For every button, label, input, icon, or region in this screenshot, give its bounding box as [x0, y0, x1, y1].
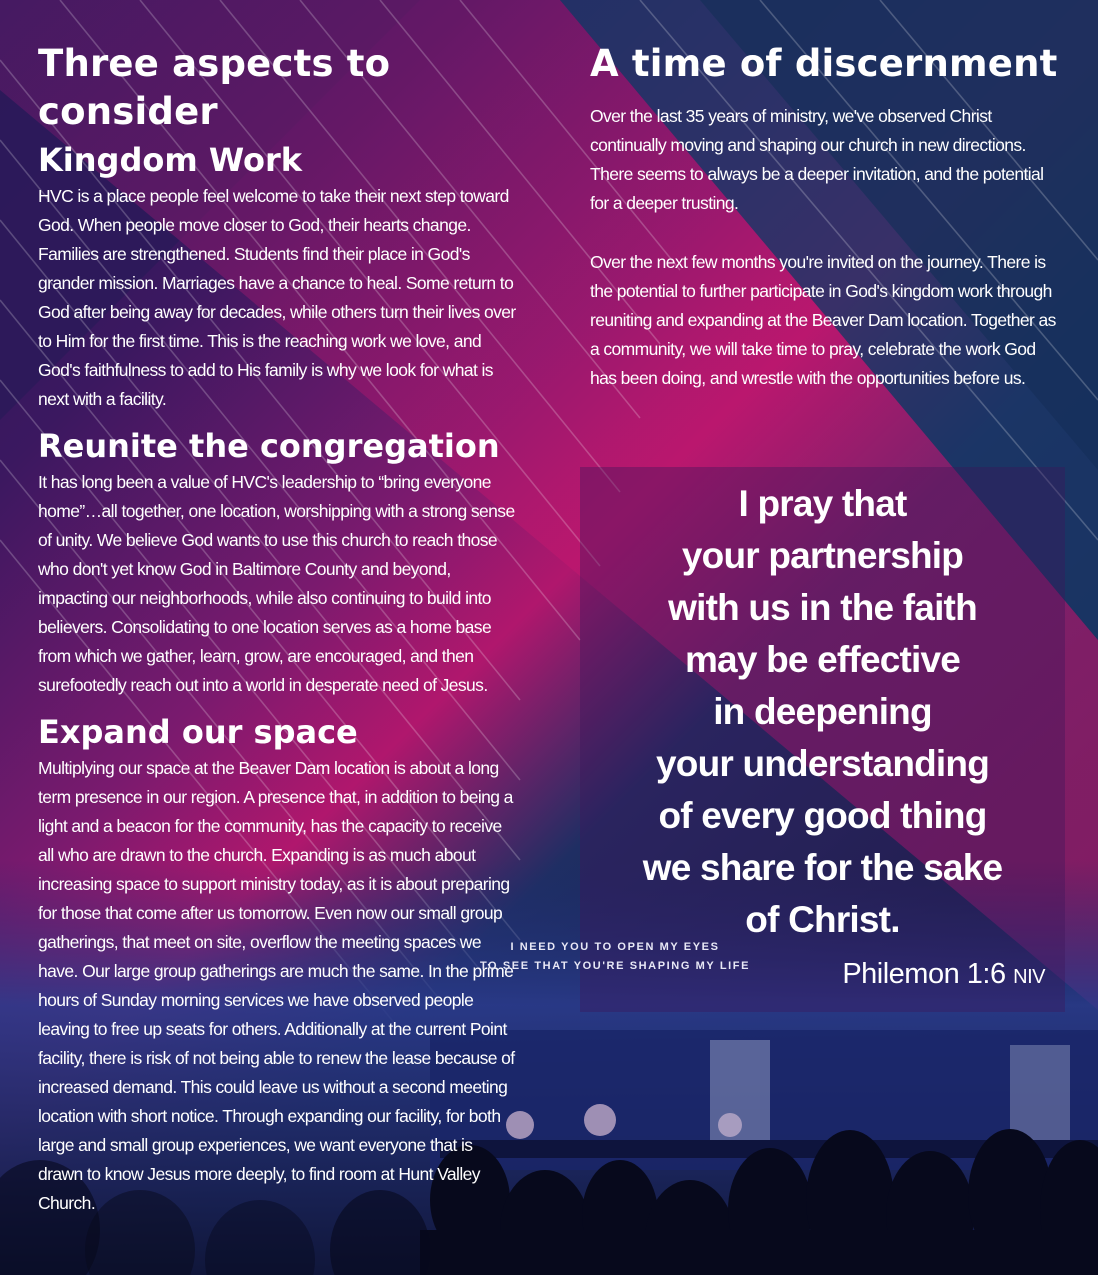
quote-line: with us in the faith	[668, 587, 977, 628]
quote-line: we share for the sake	[642, 847, 1003, 888]
section-heading-kingdom-work: Kingdom Work	[38, 141, 303, 179]
section-heading-expand: Expand our space	[38, 713, 358, 751]
stage-screen-caption	[470, 938, 760, 976]
quote-line: of Christ.	[745, 899, 900, 940]
citation-version: NIV	[1013, 966, 1045, 988]
caption-line-1: I NEED YOU TO OPEN MY EYES	[510, 941, 720, 953]
discernment-paragraph-2: Over the next few months you're invited on the journey. There is the potential to further participate in God's kingdom work through reuniting and expanding at the Beaver Dam location. Together as a community, we will take time to pray, celebrate the work God has been doing, and wrestle with the opportunities before us.	[590, 252, 1056, 388]
quote-line: of every good thing	[658, 795, 987, 836]
section-text-reunite: It has long been a value of HVC's leadership to “bring everyone home”…all together, one location, worshipping with a strong sense of unity. We believe God wants to use this church to reach those who don't yet know God in Baltimore County and beyond, impacting our neighborhoods, while also continuing to build into believers. Consolidating to one location serves as a home base from which we gather, learn, grow, are encouraged, and then surefootedly reach out into a world in desperate need of Jesus.	[38, 472, 515, 695]
quote-line: in deepening	[713, 691, 932, 732]
right-title: A time of discernment	[590, 42, 1058, 85]
left-column	[38, 40, 518, 1218]
caption-line-2: TO SEE THAT YOU'RE SHAPING MY LIFE	[479, 960, 751, 972]
section-heading-reunite: Reunite the congregation	[38, 427, 500, 465]
quote-line: may be effective	[684, 639, 961, 680]
discernment-paragraph-1: Over the last 35 years of ministry, we've observed Christ continually moving and shaping our church in new directions. There seems to always be a deeper invitation, and the potential for a deeper trusting.	[590, 106, 1044, 213]
right-column	[590, 40, 1060, 393]
quote-line: your partnership	[681, 535, 964, 576]
citation-reference: Philemon 1:6	[842, 958, 1006, 990]
quote-line: I pray that	[738, 483, 907, 524]
section-text-kingdom-work: HVC is a place people feel welcome to take their next step toward God. When people move closer to God, their hearts change. Families are strengthened. Students find their place in God's grander mission. Marriages have a chance to heal. Some return to God after being away for decades, while others turn their lives over to Him for the first time. This is the reaching work we love, and God's faithfulness to add to His family is why we look for what is next with a facility.	[38, 186, 516, 409]
left-title: Three aspects to consider	[38, 42, 391, 133]
quote-line: your understanding	[656, 743, 989, 784]
section-text-expand: Multiplying our space at the Beaver Dam location is about a long term presence in our region. A presence that, in addition to being a light and a beacon for the community, has the capacity to receive all who are drawn to the church. Expanding is as much about increasing space to support ministry today, as it is about preparing for those that come after us tomorrow. Even now our small group gatherings, that meet on site, overflow the meeting spaces we have. Our large group gatherings are much the same. In the prime hours of Sunday morning services we have observed people leaving to free up seats for others. Additionally at the current Point facility, there is risk of not being able to renew the lease because of increased demand. This could leave us without a second meeting location with short notice. Through expanding our facility, for both large and small group experiences, we want everyone that is drawn to know Jesus more deeply, to find room at Hunt Valley Church.	[38, 758, 515, 1213]
scripture-quote	[580, 478, 1065, 946]
